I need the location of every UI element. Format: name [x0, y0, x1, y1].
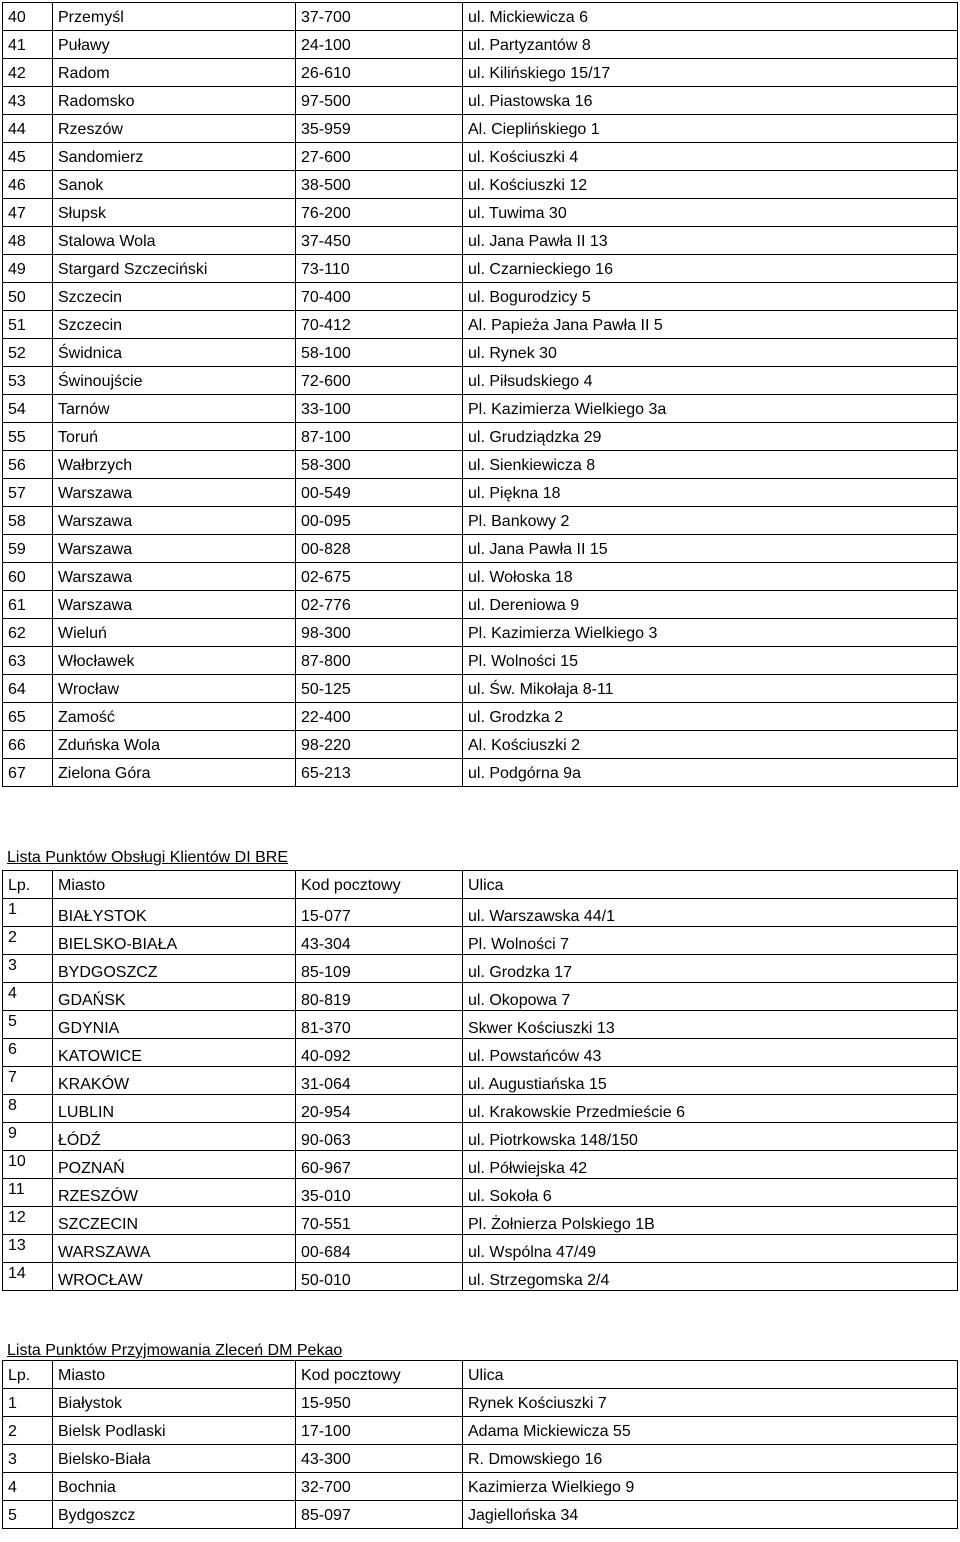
postal-code-cell: 24-100 — [296, 31, 463, 59]
city-cell: POZNAŃ — [53, 1151, 296, 1179]
city-cell: LUBLIN — [53, 1095, 296, 1123]
street-cell: Kazimierza Wielkiego 9 — [463, 1473, 958, 1501]
city-cell: Bielsk Podlaski — [53, 1417, 296, 1445]
city-cell: Bielsko-Biała — [53, 1445, 296, 1473]
lp-cell: 42 — [3, 59, 53, 87]
table-row — [3, 367, 958, 395]
city-cell: Zielona Góra — [53, 759, 296, 787]
street-cell: ul. Augustiańska 15 — [463, 1067, 958, 1095]
postal-code-cell: 32-700 — [296, 1473, 463, 1501]
street-cell: ul. Piękna 18 — [463, 479, 958, 507]
postal-code-cell: 35-010 — [296, 1179, 463, 1207]
postal-code-cell: 02-776 — [296, 591, 463, 619]
table-row — [3, 507, 958, 535]
lp-cell: 41 — [3, 31, 53, 59]
table-row — [3, 759, 958, 787]
city-cell: Wałbrzych — [53, 451, 296, 479]
table-row — [3, 1011, 958, 1039]
city-cell: Warszawa — [53, 507, 296, 535]
table-row — [3, 1207, 958, 1235]
street-cell: ul. Kilińskiego 15/17 — [463, 59, 958, 87]
lp-cell: 11 — [3, 1179, 53, 1207]
lp-cell: 54 — [3, 395, 53, 423]
lp-cell: 46 — [3, 171, 53, 199]
postal-code-cell: 35-959 — [296, 115, 463, 143]
street-cell: ul. Św. Mikołaja 8-11 — [463, 675, 958, 703]
postal-code-cell: 15-950 — [296, 1389, 463, 1417]
street-cell: Pl. Kazimierza Wielkiego 3a — [463, 395, 958, 423]
street-cell: ul. Kościuszki 12 — [463, 171, 958, 199]
lp-cell: 12 — [3, 1207, 53, 1235]
street-cell: R. Dmowskiego 16 — [463, 1445, 958, 1473]
street-cell: ul. Jana Pawła II 15 — [463, 535, 958, 563]
dm-pekao-section-title: Lista Punktów Przyjmowania Zleceń DM Pekao — [7, 1342, 343, 1359]
street-cell: Al. Kościuszki 2 — [463, 731, 958, 759]
city-cell: Wieluń — [53, 619, 296, 647]
postal-code-cell: 50-125 — [296, 675, 463, 703]
postal-code-cell: 85-109 — [296, 955, 463, 983]
street-cell: ul. Piastowska 16 — [463, 87, 958, 115]
header-postal-code-cell: Kod pocztowy — [296, 1361, 463, 1389]
lp-cell: 8 — [3, 1095, 53, 1123]
table-row — [3, 451, 958, 479]
postal-code-cell: 97-500 — [296, 87, 463, 115]
table-row — [3, 1417, 958, 1445]
city-cell: WARSZAWA — [53, 1235, 296, 1263]
postal-code-cell: 00-684 — [296, 1235, 463, 1263]
table-row — [3, 115, 958, 143]
city-cell: Przemyśl — [53, 3, 296, 31]
street-cell: ul. Wołoska 18 — [463, 563, 958, 591]
postal-code-cell: 81-370 — [296, 1011, 463, 1039]
city-cell: Słupsk — [53, 199, 296, 227]
table-row — [3, 619, 958, 647]
postal-code-cell: 98-300 — [296, 619, 463, 647]
postal-code-cell: 70-551 — [296, 1207, 463, 1235]
lp-cell: 1 — [3, 899, 53, 927]
table-row — [3, 171, 958, 199]
postal-code-cell: 20-954 — [296, 1095, 463, 1123]
city-cell: Puławy — [53, 31, 296, 59]
table-row — [3, 1067, 958, 1095]
city-cell: Bydgoszcz — [53, 1501, 296, 1529]
lp-cell: 3 — [3, 955, 53, 983]
header-city-cell: Miasto — [53, 1361, 296, 1389]
lp-cell: 62 — [3, 619, 53, 647]
postal-code-cell: 00-828 — [296, 535, 463, 563]
street-cell: Pl. Bankowy 2 — [463, 507, 958, 535]
city-cell: Toruń — [53, 423, 296, 451]
postal-code-cell: 15-077 — [296, 899, 463, 927]
postal-code-cell: 70-412 — [296, 311, 463, 339]
lp-cell: 10 — [3, 1151, 53, 1179]
dm-pekao-table — [2, 1360, 958, 1529]
street-cell: ul. Powstańców 43 — [463, 1039, 958, 1067]
lp-cell: 1 — [3, 1389, 53, 1417]
header-postal-code-cell: Kod pocztowy — [296, 871, 463, 899]
postal-code-cell: 27-600 — [296, 143, 463, 171]
lp-cell: 48 — [3, 227, 53, 255]
lp-cell: 61 — [3, 591, 53, 619]
table-row — [3, 1179, 958, 1207]
city-cell: Warszawa — [53, 591, 296, 619]
street-cell: ul. Czarnieckiego 16 — [463, 255, 958, 283]
city-cell: Warszawa — [53, 479, 296, 507]
lp-cell: 5 — [3, 1011, 53, 1039]
postal-code-cell: 98-220 — [296, 731, 463, 759]
postal-code-cell: 38-500 — [296, 171, 463, 199]
postal-code-cell: 87-800 — [296, 647, 463, 675]
street-cell: ul. Bogurodzicy 5 — [463, 283, 958, 311]
table-row — [3, 1389, 958, 1417]
di-bre-table — [2, 870, 958, 1291]
lp-cell: 67 — [3, 759, 53, 787]
lp-cell: 49 — [3, 255, 53, 283]
city-cell: BIAŁYSTOK — [53, 899, 296, 927]
lp-cell: 45 — [3, 143, 53, 171]
street-cell: Pl. Wolności 15 — [463, 647, 958, 675]
city-cell: Radom — [53, 59, 296, 87]
table-row — [3, 479, 958, 507]
city-cell: GDAŃSK — [53, 983, 296, 1011]
table-row — [3, 1235, 958, 1263]
postal-code-cell: 87-100 — [296, 423, 463, 451]
postal-code-cell: 43-304 — [296, 927, 463, 955]
street-cell: ul. Sokoła 6 — [463, 1179, 958, 1207]
branch-table-body — [3, 3, 958, 787]
postal-code-cell: 73-110 — [296, 255, 463, 283]
table-row — [3, 1263, 958, 1291]
lp-cell: 50 — [3, 283, 53, 311]
postal-code-cell: 60-967 — [296, 1151, 463, 1179]
table-row — [3, 423, 958, 451]
postal-code-cell: 26-610 — [296, 59, 463, 87]
city-cell: Zamość — [53, 703, 296, 731]
city-cell: SZCZECIN — [53, 1207, 296, 1235]
postal-code-cell: 37-450 — [296, 227, 463, 255]
table-row — [3, 927, 958, 955]
street-cell: ul. Półwiejska 42 — [463, 1151, 958, 1179]
postal-code-cell: 72-600 — [296, 367, 463, 395]
di-bre-table-body — [3, 871, 958, 1291]
table-row — [3, 983, 958, 1011]
postal-code-cell: 00-095 — [296, 507, 463, 535]
street-cell: ul. Kościuszki 4 — [463, 143, 958, 171]
city-cell: Sandomierz — [53, 143, 296, 171]
postal-code-cell: 65-213 — [296, 759, 463, 787]
lp-cell: 4 — [3, 1473, 53, 1501]
street-cell: ul. Grudziądzka 29 — [463, 423, 958, 451]
lp-cell: 60 — [3, 563, 53, 591]
lp-cell: 2 — [3, 927, 53, 955]
postal-code-cell: 70-400 — [296, 283, 463, 311]
table-row — [3, 731, 958, 759]
table-row — [3, 199, 958, 227]
lp-cell: 43 — [3, 87, 53, 115]
header-street-cell: Ulica — [463, 871, 958, 899]
table-row — [3, 955, 958, 983]
street-cell: ul. Grodzka 2 — [463, 703, 958, 731]
table-row — [3, 647, 958, 675]
city-cell: Wrocław — [53, 675, 296, 703]
city-cell: Białystok — [53, 1389, 296, 1417]
postal-code-cell: 76-200 — [296, 199, 463, 227]
postal-code-cell: 58-300 — [296, 451, 463, 479]
table-row — [3, 1095, 958, 1123]
lp-cell: 55 — [3, 423, 53, 451]
table-row — [3, 535, 958, 563]
table-row — [3, 339, 958, 367]
postal-code-cell: 31-064 — [296, 1067, 463, 1095]
header-lp-cell: Lp. — [3, 1361, 53, 1389]
street-cell: ul. Rynek 30 — [463, 339, 958, 367]
city-cell: GDYNIA — [53, 1011, 296, 1039]
lp-cell: 6 — [3, 1039, 53, 1067]
table-row — [3, 703, 958, 731]
lp-cell: 51 — [3, 311, 53, 339]
city-cell: KATOWICE — [53, 1039, 296, 1067]
street-cell: Rynek Kościuszki 7 — [463, 1389, 958, 1417]
street-cell: Al. Cieplińskiego 1 — [463, 115, 958, 143]
lp-cell: 3 — [3, 1445, 53, 1473]
lp-cell: 14 — [3, 1263, 53, 1291]
postal-code-cell: 37-700 — [296, 3, 463, 31]
table-row — [3, 899, 958, 927]
street-cell: ul. Podgórna 9a — [463, 759, 958, 787]
street-cell: ul. Dereniowa 9 — [463, 591, 958, 619]
lp-cell: 53 — [3, 367, 53, 395]
table-header-row — [3, 871, 958, 899]
city-cell: Stargard Szczeciński — [53, 255, 296, 283]
street-cell: ul. Strzegomska 2/4 — [463, 1263, 958, 1291]
postal-code-cell: 80-819 — [296, 983, 463, 1011]
city-cell: Tarnów — [53, 395, 296, 423]
lp-cell: 59 — [3, 535, 53, 563]
postal-code-cell: 43-300 — [296, 1445, 463, 1473]
postal-code-cell: 17-100 — [296, 1417, 463, 1445]
street-cell: ul. Warszawska 44/1 — [463, 899, 958, 927]
street-cell: ul. Piotrkowska 148/150 — [463, 1123, 958, 1151]
street-cell: ul. Mickiewicza 6 — [463, 3, 958, 31]
table-row — [3, 395, 958, 423]
city-cell: Świdnica — [53, 339, 296, 367]
table-row — [3, 87, 958, 115]
city-cell: Warszawa — [53, 563, 296, 591]
lp-cell: 56 — [3, 451, 53, 479]
header-street-cell: Ulica — [463, 1361, 958, 1389]
table-row — [3, 1123, 958, 1151]
street-cell: ul. Partyzantów 8 — [463, 31, 958, 59]
lp-cell: 57 — [3, 479, 53, 507]
street-cell: Skwer Kościuszki 13 — [463, 1011, 958, 1039]
street-cell: ul. Okopowa 7 — [463, 983, 958, 1011]
table-row — [3, 1445, 958, 1473]
street-cell: Pl. Żołnierza Polskiego 1B — [463, 1207, 958, 1235]
branch-table — [2, 2, 958, 787]
lp-cell: 7 — [3, 1067, 53, 1095]
di-bre-section-title: Lista Punktów Obsługi Klientów DI BRE — [7, 849, 289, 866]
lp-cell: 52 — [3, 339, 53, 367]
city-cell: Rzeszów — [53, 115, 296, 143]
street-cell: ul. Sienkiewicza 8 — [463, 451, 958, 479]
table-row — [3, 1473, 958, 1501]
city-cell: KRAKÓW — [53, 1067, 296, 1095]
postal-code-cell: 02-675 — [296, 563, 463, 591]
table-row — [3, 591, 958, 619]
street-cell: Pl. Wolności 7 — [463, 927, 958, 955]
city-cell: Zduńska Wola — [53, 731, 296, 759]
table-row — [3, 31, 958, 59]
city-cell: Szczecin — [53, 311, 296, 339]
city-cell: Szczecin — [53, 283, 296, 311]
postal-code-cell: 40-092 — [296, 1039, 463, 1067]
city-cell: RZESZÓW — [53, 1179, 296, 1207]
lp-cell: 65 — [3, 703, 53, 731]
table-row — [3, 675, 958, 703]
postal-code-cell: 33-100 — [296, 395, 463, 423]
dm-pekao-table-body — [3, 1361, 958, 1529]
city-cell: BYDGOSZCZ — [53, 955, 296, 983]
postal-code-cell: 85-097 — [296, 1501, 463, 1529]
street-cell: Pl. Kazimierza Wielkiego 3 — [463, 619, 958, 647]
street-cell: ul. Jana Pawła II 13 — [463, 227, 958, 255]
lp-cell: 64 — [3, 675, 53, 703]
lp-cell: 5 — [3, 1501, 53, 1529]
table-row — [3, 3, 958, 31]
table-row — [3, 283, 958, 311]
lp-cell: 58 — [3, 507, 53, 535]
city-cell: Warszawa — [53, 535, 296, 563]
street-cell: ul. Wspólna 47/49 — [463, 1235, 958, 1263]
header-city-cell: Miasto — [53, 871, 296, 899]
street-cell: Al. Papieża Jana Pawła II 5 — [463, 311, 958, 339]
city-cell: Sanok — [53, 171, 296, 199]
street-cell: Jagiellońska 34 — [463, 1501, 958, 1529]
table-row — [3, 311, 958, 339]
street-cell: ul. Tuwima 30 — [463, 199, 958, 227]
city-cell: Włocławek — [53, 647, 296, 675]
table-header-row — [3, 1361, 958, 1389]
lp-cell: 13 — [3, 1235, 53, 1263]
street-cell: ul. Piłsudskiego 4 — [463, 367, 958, 395]
table-row — [3, 1501, 958, 1529]
table-row — [3, 59, 958, 87]
table-row — [3, 1039, 958, 1067]
street-cell: ul. Grodzka 17 — [463, 955, 958, 983]
header-lp-cell: Lp. — [3, 871, 53, 899]
lp-cell: 9 — [3, 1123, 53, 1151]
postal-code-cell: 50-010 — [296, 1263, 463, 1291]
postal-code-cell: 90-063 — [296, 1123, 463, 1151]
city-cell: Radomsko — [53, 87, 296, 115]
postal-code-cell: 00-549 — [296, 479, 463, 507]
lp-cell: 63 — [3, 647, 53, 675]
table-row — [3, 255, 958, 283]
city-cell: Bochnia — [53, 1473, 296, 1501]
lp-cell: 66 — [3, 731, 53, 759]
table-row — [3, 227, 958, 255]
postal-code-cell: 22-400 — [296, 703, 463, 731]
table-row — [3, 1151, 958, 1179]
city-cell: WROCŁAW — [53, 1263, 296, 1291]
table-row — [3, 143, 958, 171]
street-cell: Adama Mickiewicza 55 — [463, 1417, 958, 1445]
city-cell: BIELSKO-BIAŁA — [53, 927, 296, 955]
lp-cell: 47 — [3, 199, 53, 227]
lp-cell: 4 — [3, 983, 53, 1011]
postal-code-cell: 58-100 — [296, 339, 463, 367]
lp-cell: 40 — [3, 3, 53, 31]
city-cell: Stalowa Wola — [53, 227, 296, 255]
city-cell: Świnoujście — [53, 367, 296, 395]
lp-cell: 2 — [3, 1417, 53, 1445]
city-cell: ŁÓDŹ — [53, 1123, 296, 1151]
street-cell: ul. Krakowskie Przedmieście 6 — [463, 1095, 958, 1123]
table-row — [3, 563, 958, 591]
lp-cell: 44 — [3, 115, 53, 143]
